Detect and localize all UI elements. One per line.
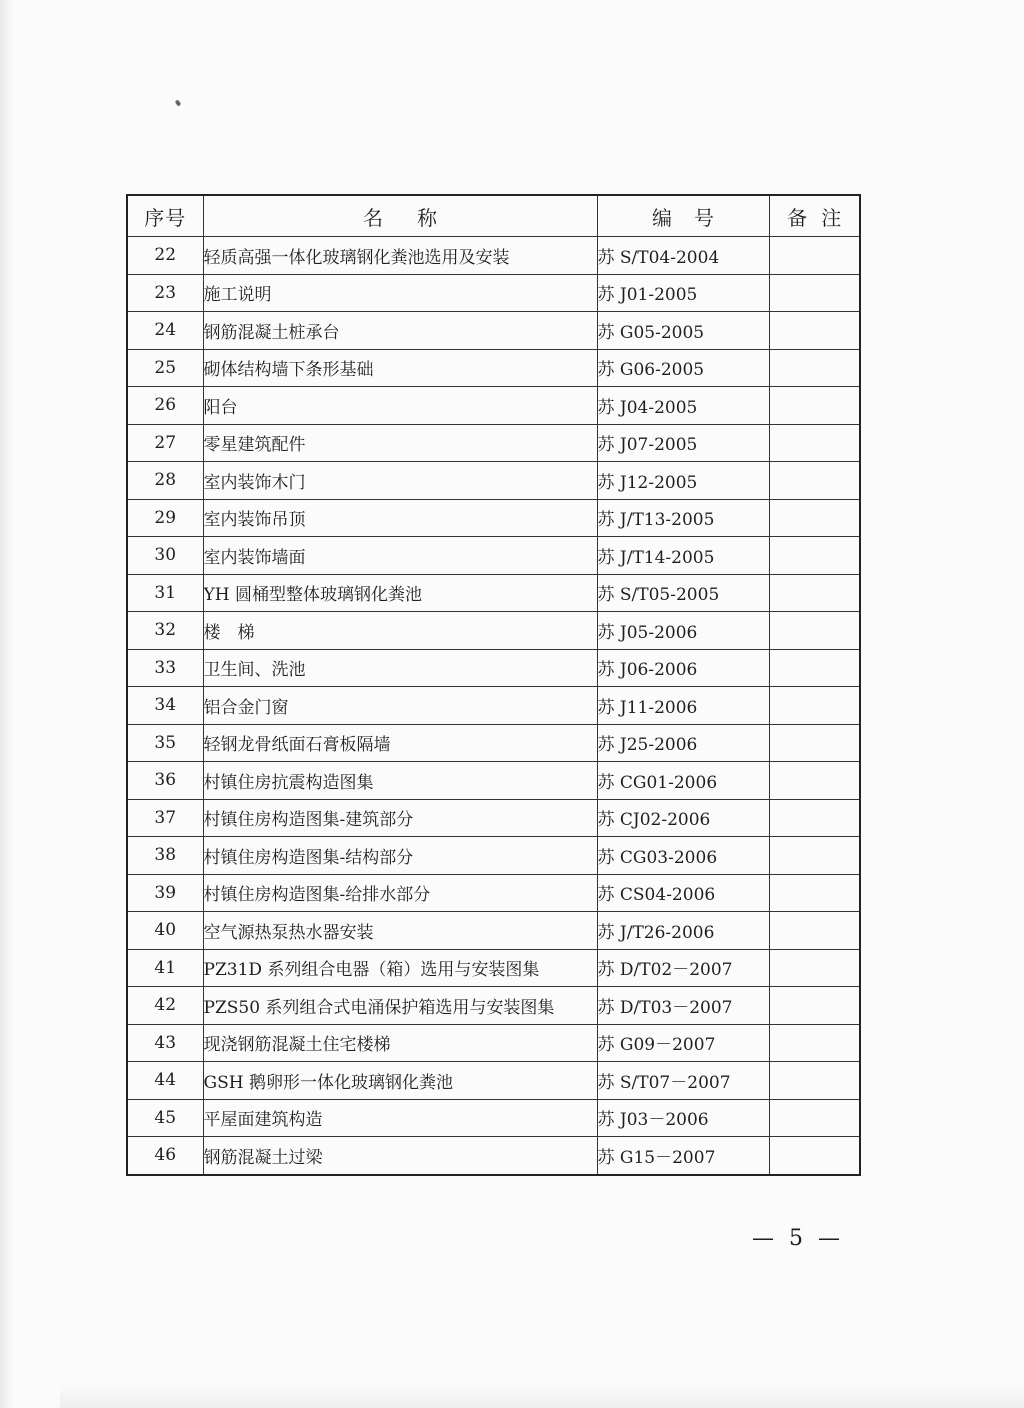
serial-number-cell: 42 (127, 987, 203, 1025)
table-row (127, 949, 860, 987)
standard-name-cell: 村镇住房构造图集-给排水部分 (203, 874, 597, 912)
standard-code-cell: 苏 J/T26-2006 (597, 912, 769, 950)
standard-code-cell: 苏 S/T05-2005 (597, 574, 769, 612)
remarks-cell (769, 724, 860, 762)
standard-code-cell: 苏 D/T02－2007 (597, 949, 769, 987)
remarks-cell (769, 462, 860, 500)
table-row (127, 799, 860, 837)
standard-name-cell: 钢筋混凝土桩承台 (203, 312, 597, 350)
standard-name-cell: 卫生间、洗池 (203, 649, 597, 687)
standard-name-cell: YH 圆桶型整体玻璃钢化粪池 (203, 574, 597, 612)
standard-name-cell: PZ31D 系列组合电器（箱）选用与安装图集 (203, 949, 597, 987)
table-row (127, 499, 860, 537)
standard-name-cell: 铝合金门窗 (203, 687, 597, 725)
serial-number-cell: 44 (127, 1062, 203, 1100)
serial-number-cell: 27 (127, 424, 203, 462)
table-row (127, 649, 860, 687)
table-row (127, 349, 860, 387)
table-row (127, 387, 860, 425)
serial-number-cell: 36 (127, 762, 203, 800)
table-row (127, 1062, 860, 1100)
standard-code-cell: 苏 J05-2006 (597, 612, 769, 650)
serial-number-cell: 46 (127, 1137, 203, 1175)
standard-name-cell: 平屋面建筑构造 (203, 1099, 597, 1137)
standard-code-cell: 苏 J06-2006 (597, 649, 769, 687)
header-remarks: 备注 (769, 195, 860, 237)
standard-code-cell: 苏 J12-2005 (597, 462, 769, 500)
serial-number-cell: 31 (127, 574, 203, 612)
table-row (127, 312, 860, 350)
standard-name-cell: 阳台 (203, 387, 597, 425)
scan-speck (175, 99, 182, 106)
remarks-cell (769, 762, 860, 800)
standard-name-cell: 村镇住房构造图集-结构部分 (203, 837, 597, 875)
standard-code-cell: 苏 G15－2007 (597, 1137, 769, 1175)
standard-code-cell: 苏 J11-2006 (597, 687, 769, 725)
remarks-cell (769, 1137, 860, 1175)
standard-code-cell: 苏 J03－2006 (597, 1099, 769, 1137)
table-row (127, 687, 860, 725)
standard-code-cell: 苏 J/T14-2005 (597, 537, 769, 575)
standard-code-cell: 苏 J01-2005 (597, 274, 769, 312)
table-row (127, 274, 860, 312)
standard-code-cell: 苏 G06-2005 (597, 349, 769, 387)
remarks-cell (769, 1062, 860, 1100)
remarks-cell (769, 424, 860, 462)
standard-name-cell: 轻质高强一体化玻璃钢化粪池选用及安装 (203, 237, 597, 275)
serial-number-cell: 33 (127, 649, 203, 687)
remarks-cell (769, 837, 860, 875)
table-body (127, 237, 860, 1175)
standard-code-cell: 苏 J07-2005 (597, 424, 769, 462)
standard-code-cell: 苏 CJ02-2006 (597, 799, 769, 837)
serial-number-cell: 37 (127, 799, 203, 837)
remarks-cell (769, 649, 860, 687)
remarks-cell (769, 499, 860, 537)
remarks-cell (769, 387, 860, 425)
serial-number-cell: 28 (127, 462, 203, 500)
scan-shadow-bottom (60, 1384, 1024, 1408)
standard-code-cell: 苏 D/T03－2007 (597, 987, 769, 1025)
standard-code-cell: 苏 G09－2007 (597, 1024, 769, 1062)
serial-number-cell: 22 (127, 237, 203, 275)
remarks-cell (769, 799, 860, 837)
standard-name-cell: 室内装饰墙面 (203, 537, 597, 575)
standard-code-cell: 苏 S/T07－2007 (597, 1062, 769, 1100)
standard-code-cell: 苏 J25-2006 (597, 724, 769, 762)
standard-name-cell: 零星建筑配件 (203, 424, 597, 462)
serial-number-cell: 29 (127, 499, 203, 537)
standard-code-cell: 苏 G05-2005 (597, 312, 769, 350)
table-row (127, 874, 860, 912)
remarks-cell (769, 574, 860, 612)
serial-number-cell: 43 (127, 1024, 203, 1062)
standard-name-cell: 楼 梯 (203, 612, 597, 650)
serial-number-cell: 23 (127, 274, 203, 312)
standard-name-cell: 村镇住房抗震构造图集 (203, 762, 597, 800)
remarks-cell (769, 612, 860, 650)
table-row (127, 462, 860, 500)
remarks-cell (769, 1024, 860, 1062)
standard-name-cell: GSH 鹅卵形一体化玻璃钢化粪池 (203, 1062, 597, 1100)
standard-name-cell: 室内装饰木门 (203, 462, 597, 500)
remarks-cell (769, 312, 860, 350)
table-row (127, 1137, 860, 1175)
serial-number-cell: 25 (127, 349, 203, 387)
standard-code-cell: 苏 J04-2005 (597, 387, 769, 425)
standard-name-cell: 室内装饰吊顶 (203, 499, 597, 537)
serial-number-cell: 32 (127, 612, 203, 650)
remarks-cell (769, 237, 860, 275)
standard-code-cell: 苏 J/T13-2005 (597, 499, 769, 537)
standard-name-cell: 砌体结构墙下条形基础 (203, 349, 597, 387)
table-row (127, 574, 860, 612)
remarks-cell (769, 1099, 860, 1137)
standard-name-cell: 轻钢龙骨纸面石膏板隔墙 (203, 724, 597, 762)
serial-number-cell: 30 (127, 537, 203, 575)
serial-number-cell: 40 (127, 912, 203, 950)
page-number: — 5 — (752, 1226, 844, 1251)
remarks-cell (769, 349, 860, 387)
serial-number-cell: 41 (127, 949, 203, 987)
table-row (127, 724, 860, 762)
header-serial-number: 序号 (127, 195, 203, 237)
table-row (127, 537, 860, 575)
serial-number-cell: 45 (127, 1099, 203, 1137)
table-row (127, 237, 860, 275)
header-name: 名称 (203, 195, 597, 237)
serial-number-cell: 35 (127, 724, 203, 762)
scan-shadow-left (0, 0, 14, 1408)
standard-name-cell: 现浇钢筋混凝土住宅楼梯 (203, 1024, 597, 1062)
remarks-cell (769, 987, 860, 1025)
table-row (127, 987, 860, 1025)
serial-number-cell: 24 (127, 312, 203, 350)
header-code: 编号 (597, 195, 769, 237)
table-row (127, 762, 860, 800)
remarks-cell (769, 537, 860, 575)
standard-name-cell: PZS50 系列组合式电涌保护箱选用与安装图集 (203, 987, 597, 1025)
table-row (127, 424, 860, 462)
table-header-row (127, 195, 860, 237)
standard-name-cell: 村镇住房构造图集-建筑部分 (203, 799, 597, 837)
serial-number-cell: 39 (127, 874, 203, 912)
serial-number-cell: 26 (127, 387, 203, 425)
standard-code-cell: 苏 CG03-2006 (597, 837, 769, 875)
remarks-cell (769, 274, 860, 312)
remarks-cell (769, 687, 860, 725)
table-row (127, 1099, 860, 1137)
remarks-cell (769, 912, 860, 950)
table-row (127, 612, 860, 650)
remarks-cell (769, 949, 860, 987)
remarks-cell (769, 874, 860, 912)
serial-number-cell: 34 (127, 687, 203, 725)
table-row (127, 837, 860, 875)
table-row (127, 912, 860, 950)
table-row (127, 1024, 860, 1062)
standard-name-cell: 钢筋混凝土过梁 (203, 1137, 597, 1175)
standard-code-cell: 苏 CS04-2006 (597, 874, 769, 912)
standard-code-cell: 苏 S/T04-2004 (597, 237, 769, 275)
standard-code-cell: 苏 CG01-2006 (597, 762, 769, 800)
serial-number-cell: 38 (127, 837, 203, 875)
standard-name-cell: 空气源热泵热水器安装 (203, 912, 597, 950)
standards-catalog-table (126, 194, 861, 1176)
standard-name-cell: 施工说明 (203, 274, 597, 312)
